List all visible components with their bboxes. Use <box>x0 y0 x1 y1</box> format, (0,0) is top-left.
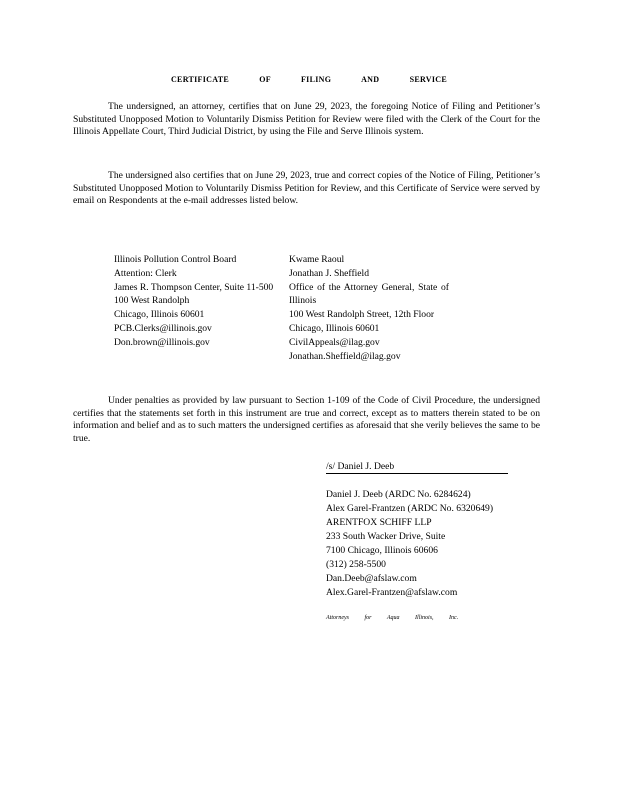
recipient-name: Illinois Pollution Control Board <box>114 254 237 265</box>
recipient-city: Chicago, Illinois 60601 <box>289 322 380 334</box>
service-recipient-right <box>289 253 449 363</box>
recipient-email: Don.brown@illinois.gov <box>114 336 210 348</box>
signature-line: /s/ Daniel J. Deeb <box>326 461 508 474</box>
firm-name: ARENTFOX SCHIFF LLP <box>326 517 432 528</box>
recipient-address-line: James R. Thompson Center, Suite 11-500 <box>114 281 274 293</box>
service-paragraph: The undersigned also certifies that on June 29, 2023, true and correct copies of the Notice of Filing, Petitioner’s Substituted Unopposed Motion to Voluntarily Dismiss Petition for Review, and this Certificate of Service were served by email on Respondents at the e-mail addresses listed below. <box>73 170 540 207</box>
recipient-street: 100 West Randolph <box>114 295 190 307</box>
recipient-city: Chicago, Illinois 60601 <box>114 309 205 321</box>
document-title: CERTIFICATE OF FILING AND SERVICE <box>170 75 448 84</box>
recipient-name: Jonathan J. Sheffield <box>289 267 370 279</box>
attorney-email: Dan.Deeb@afslaw.com <box>326 573 417 584</box>
penalties-paragraph: Under penalties as provided by law pursuant to Section 1-109 of the Code of Civil Procedure, the undersigned certifies that the statements set forth in this instrument are true and correct, except as to matters therein stated to be on information and belief and as to such matters the undersigned certifies as aforesaid that she verily believes the same to be true. <box>73 395 540 444</box>
attorney-name: Alex Garel-Frantzen (ARDC No. 6320649) <box>326 503 494 514</box>
firm-city: 7100 Chicago, Illinois 60606 <box>326 545 438 556</box>
recipient-attention: Attention: Clerk <box>114 267 177 279</box>
recipient-street: 100 West Randolph Street, 12th Floor <box>289 309 435 321</box>
firm-street: 233 South Wacker Drive, Suite <box>326 531 446 542</box>
recipient-office: Office of the Attorney General, State of Illinois <box>289 281 449 307</box>
attorneys-for-line: Attorneys for Aqua Illinois, Inc. <box>326 615 459 621</box>
service-recipient-left <box>114 253 276 350</box>
firm-phone: (312) 258-5500 <box>326 559 386 570</box>
recipient-email: PCB.Clerks@illinois.gov <box>114 322 212 334</box>
recipient-email: Jonathan.Sheffield@ilag.gov <box>289 350 401 362</box>
recipient-name: Kwame Raoul <box>289 254 345 265</box>
recipient-email: CivilAppeals@ilag.gov <box>289 336 380 348</box>
attorney-name: Daniel J. Deeb (ARDC No. 6284624) <box>326 489 471 500</box>
signature-block <box>326 488 546 600</box>
filing-paragraph: The undersigned, an attorney, certifies that on June 29, 2023, the foregoing Notice of Filing and Petitioner’s Substituted Unopposed Motion to Voluntarily Dismiss Petition for Review were filed with the Clerk of the Court for the Illinois Appellate Court, Third Judicial District, by using the File and Serve Illinois system. <box>73 101 540 138</box>
attorney-email: Alex.Garel-Frantzen@afslaw.com <box>326 587 458 598</box>
